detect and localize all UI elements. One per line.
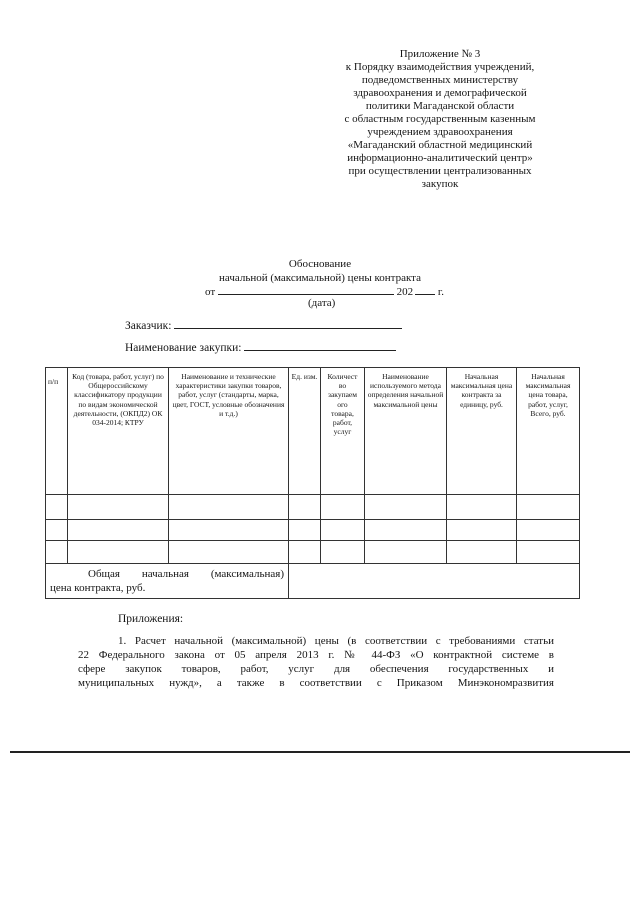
table-cell[interactable] — [46, 541, 68, 564]
header-quantity-line: закупаем — [328, 390, 357, 400]
annex-header-line: подведомственных министерству — [361, 74, 519, 86]
total-label-line-1: Общая начальная (максимальная) — [88, 568, 284, 580]
table-cell[interactable] — [321, 541, 365, 564]
total-label-line-2: цена контракта, руб. — [50, 582, 146, 594]
table-cell[interactable] — [46, 495, 68, 520]
appendix-line: муниципальных нужд», а также в соответствии с Приказом Минэкономразвития — [78, 677, 554, 689]
annex-number: Приложение № 3 — [399, 48, 481, 60]
table-row — [46, 520, 580, 541]
purchase-name-label: Наименование закупки: — [125, 342, 242, 354]
customer-blank-field[interactable] — [174, 318, 402, 329]
header-cell-unit: Ед. изм. — [289, 368, 321, 495]
annex-header-line: информационно-аналитический центр» — [347, 152, 533, 164]
table-cell[interactable] — [447, 520, 517, 541]
table-cell[interactable] — [517, 520, 580, 541]
table-cell[interactable] — [68, 541, 169, 564]
table-cell[interactable] — [447, 541, 517, 564]
table-cell[interactable] — [365, 520, 447, 541]
header-cell-method: Наименование используемого метода определения начальной максимальной цены — [365, 368, 447, 495]
total-value-cell[interactable] — [289, 564, 580, 599]
header-quantity-line: услуг — [333, 427, 352, 437]
appendix-item-1 — [78, 634, 554, 690]
date-caption: (дата) — [308, 297, 336, 309]
appendix-heading: Приложения: — [118, 613, 184, 625]
table-cell[interactable] — [169, 520, 289, 541]
price-justification-table — [45, 367, 580, 599]
document-title — [170, 257, 470, 285]
title-line-1: Обоснование — [288, 258, 352, 270]
date-year: 202 — [396, 286, 414, 298]
table-cell[interactable] — [321, 495, 365, 520]
table-row — [46, 495, 580, 520]
header-quantity-line: ого — [337, 399, 348, 409]
table-cell[interactable] — [169, 541, 289, 564]
table-cell[interactable] — [365, 495, 447, 520]
table-header-row — [46, 368, 580, 495]
annex-header — [300, 48, 580, 191]
table-cell[interactable] — [169, 495, 289, 520]
table-cell[interactable] — [447, 495, 517, 520]
header-quantity-line: Количест — [327, 372, 358, 381]
table-cell[interactable] — [321, 520, 365, 541]
annex-header-line: политики Магаданской области — [365, 100, 515, 112]
header-cell-number: п/п — [46, 368, 68, 495]
date-blank-field[interactable] — [218, 284, 394, 295]
annex-header-line: к Порядку взаимодействия учреждений, — [345, 61, 535, 73]
table-cell[interactable] — [289, 520, 321, 541]
table-cell[interactable] — [289, 541, 321, 564]
table-cell[interactable] — [68, 495, 169, 520]
annex-header-line: при осуществлении централизованных — [348, 165, 532, 177]
date-suffix: г. — [437, 286, 444, 298]
header-quantity-line: товара, — [331, 408, 354, 418]
annex-header-line: учреждением здравоохранения — [367, 126, 513, 138]
purchase-name-blank-field[interactable] — [244, 340, 396, 351]
annex-header-line: «Магаданский областной медицинский — [347, 139, 533, 151]
table-cell[interactable] — [68, 520, 169, 541]
header-cell-unit-price: Начальная максимальная цена контракта за единицу, руб. — [447, 368, 517, 495]
customer-field-row — [125, 318, 402, 332]
table-row — [46, 541, 580, 564]
annex-header-line: здравоохранения и демографической — [353, 87, 527, 99]
annex-header-line: закупок — [421, 178, 459, 190]
title-line-2: начальной (максимальной) цены контракта — [218, 272, 421, 284]
table-cell[interactable] — [517, 495, 580, 520]
table-cell[interactable] — [517, 541, 580, 564]
total-label-cell — [46, 564, 289, 599]
purchase-name-field-row — [125, 340, 396, 354]
header-cell-code: Код (товара, работ, услуг) по Общероссийскому классификатору продукции по видам экономической деятельности, (ОКПД2) ОК 034-2014; КТРУ — [68, 368, 169, 495]
appendix-line: 1. Расчет начальной (максимальной) цены (в соответствии с требованиями статьи — [118, 635, 554, 647]
header-cell-total-price: Начальная максимальная цена товара, работ, услуг, Всего, руб. — [517, 368, 580, 495]
header-quantity-line: во — [338, 381, 347, 391]
year-blank-field[interactable] — [415, 284, 435, 295]
header-cell-name: Наименование и технические характеристики закупки товаров, работ, услуг (стандарты, марка, цвет, ГОСТ, условные обозначения и т.д.) — [169, 368, 289, 495]
header-cell-quantity — [321, 368, 365, 495]
table-cell[interactable] — [289, 495, 321, 520]
date-line — [205, 284, 444, 298]
date-prefix: от — [205, 286, 216, 298]
appendix-line: сфере закупок товаров, работ, услуг для обеспечения государственных и — [78, 663, 554, 675]
table-cell[interactable] — [365, 541, 447, 564]
customer-label: Заказчик: — [125, 320, 172, 332]
annex-header-line: с областным государственным казенным — [344, 113, 536, 125]
total-row — [46, 564, 580, 599]
header-quantity-line: работ, — [332, 418, 353, 428]
appendix-line: 22 Федерального закона от 05 апреля 2013 г. № 44-ФЗ «О контрактной системе в — [78, 649, 554, 661]
table-cell[interactable] — [46, 520, 68, 541]
page-bottom-rule — [10, 751, 630, 753]
